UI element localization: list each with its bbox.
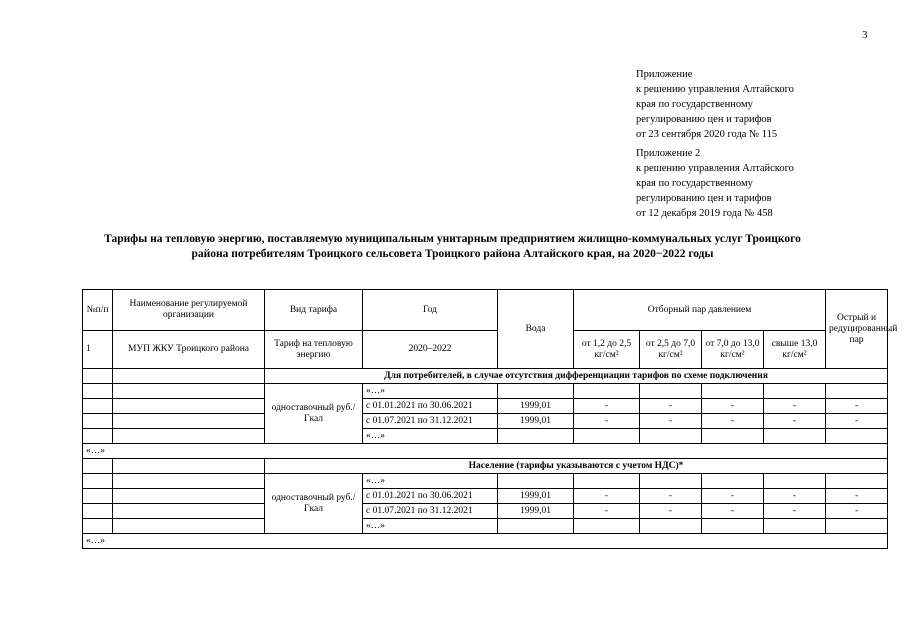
header-org: Наименование регулируемой организации: [113, 290, 265, 331]
steam-2-cell: -: [640, 504, 702, 519]
cell-year: 2020–2022: [363, 331, 498, 369]
section-heading-row: [83, 459, 888, 474]
period-cell: с 01.01.2021 по 30.06.2021: [363, 489, 498, 504]
steam-1-cell: -: [574, 414, 640, 429]
appendix-line: края по государственному: [636, 178, 753, 189]
header-steam: Отборный пар давлением: [574, 290, 826, 331]
table-row: [83, 399, 888, 414]
table-row: [83, 489, 888, 504]
section-heading: Население (тарифы указываются с учетом НДС)*: [265, 459, 888, 474]
header-num: №п/п: [83, 290, 113, 331]
period-cell: с 01.07.2021 по 31.12.2021: [363, 414, 498, 429]
sharp-steam-cell: -: [826, 489, 888, 504]
table-row: [83, 504, 888, 519]
water-cell: 1999,01: [498, 489, 574, 504]
appendix-line: от 23 сентября 2020 года № 115: [636, 129, 778, 140]
steam-4-cell: -: [764, 414, 826, 429]
table-row: [83, 444, 888, 459]
ellipsis: «…»: [83, 534, 888, 549]
steam-4-cell: -: [764, 504, 826, 519]
title-line-2: района потребителям Троицкого сельсовета Троицкого района Алтайского края, на 2020−2022 годы: [191, 248, 714, 260]
water-cell: 1999,01: [498, 504, 574, 519]
cell-org: МУП ЖКУ Троицкого района: [113, 331, 265, 369]
appendix-line: регулированию цен и тарифов: [636, 193, 772, 204]
water-cell: 1999,01: [498, 414, 574, 429]
water-cell: 1999,01: [498, 399, 574, 414]
steam-3-cell: -: [702, 414, 764, 429]
page-number: 3: [862, 29, 868, 41]
steam-1-cell: -: [574, 399, 640, 414]
appendix-line: к решению управления Алтайского: [636, 84, 794, 95]
steam-4-cell: -: [764, 489, 826, 504]
steam-2-cell: -: [640, 399, 702, 414]
header-year: Год: [363, 290, 498, 331]
steam-2-cell: -: [640, 414, 702, 429]
sharp-steam-cell: -: [826, 399, 888, 414]
header-water: Вода: [498, 290, 574, 369]
document-title: [40, 232, 865, 262]
appendix-line: регулированию цен и тарифов: [636, 114, 772, 125]
cell-tariff-type: Тариф на тепловую энергию: [265, 331, 363, 369]
steam-4-cell: -: [764, 399, 826, 414]
table-row: [83, 414, 888, 429]
table-row: [83, 429, 888, 444]
header-tariff-type: Вид тарифа: [265, 290, 363, 331]
tariff-table: [82, 289, 898, 549]
appendix-1-note: [636, 67, 794, 142]
section-heading: Для потребителей, в случае отсутствия дифференциации тарифов по схеме подключения: [265, 369, 888, 384]
ellipsis: «…»: [363, 384, 498, 399]
header-steam-3: от 7,0 до 13,0 кг/см²: [702, 331, 764, 369]
tariff-label: одноставочный руб./Гкал: [265, 384, 363, 444]
table-row: [83, 474, 888, 489]
title-line-1: Тарифы на тепловую энергию, поставляемую муниципальным унитарным предприятием жилищно-коммунальных услуг Троицкого: [104, 233, 801, 245]
header-steam-2: от 2,5 до 7,0 кг/см²: [640, 331, 702, 369]
header-row: [83, 290, 888, 331]
appendix-line: от 12 декабря 2019 года № 458: [636, 208, 773, 219]
steam-2-cell: -: [640, 489, 702, 504]
header-steam-4: свыше 13,0 кг/см²: [764, 331, 826, 369]
sharp-steam-cell: -: [826, 414, 888, 429]
header-sharp-steam: Острый и редуцированный пар: [826, 290, 888, 369]
appendix-line: Приложение 2: [636, 148, 701, 159]
tariff-label: одноставочный руб./Гкал: [265, 474, 363, 534]
appendix-line: к решению управления Алтайского: [636, 163, 794, 174]
sharp-steam-cell: -: [826, 504, 888, 519]
steam-1-cell: -: [574, 489, 640, 504]
table-row: [83, 384, 888, 399]
period-cell: с 01.01.2021 по 30.06.2021: [363, 399, 498, 414]
steam-1-cell: -: [574, 504, 640, 519]
table-row: [83, 519, 888, 534]
cell-num: 1: [83, 331, 113, 369]
header-steam-1: от 1,2 до 2,5 кг/см²: [574, 331, 640, 369]
steam-3-cell: -: [702, 504, 764, 519]
steam-3-cell: -: [702, 489, 764, 504]
ellipsis: «…»: [83, 444, 888, 459]
ellipsis: «…»: [363, 519, 498, 534]
ellipsis: «…»: [363, 474, 498, 489]
table-row: [83, 534, 888, 549]
ellipsis: «…»: [363, 429, 498, 444]
period-cell: с 01.07.2021 по 31.12.2021: [363, 504, 498, 519]
steam-3-cell: -: [702, 399, 764, 414]
header-row-2: [83, 331, 888, 369]
appendix-2-note: [636, 146, 794, 221]
appendix-line: Приложение: [636, 69, 693, 80]
section-heading-row: [83, 369, 888, 384]
appendix-line: края по государственному: [636, 99, 753, 110]
